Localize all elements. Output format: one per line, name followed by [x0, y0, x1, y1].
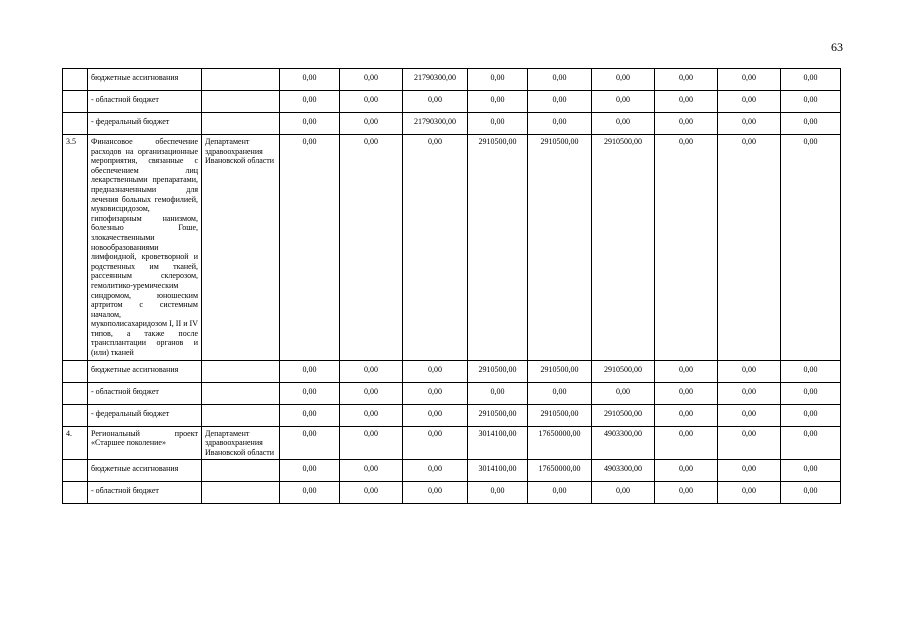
executor-cell: [202, 91, 280, 113]
value-cell: 0,00: [403, 135, 468, 361]
value-cell: 0,00: [592, 113, 655, 135]
value-cell: 0,00: [781, 382, 841, 404]
value-cell: 0,00: [781, 360, 841, 382]
row-number-cell: 3.5: [63, 135, 88, 361]
value-cell: 0,00: [340, 482, 403, 504]
executor-cell: [202, 113, 280, 135]
value-cell: 0,00: [340, 69, 403, 91]
value-cell: 0,00: [655, 460, 718, 482]
value-cell: 0,00: [718, 113, 781, 135]
value-cell: 0,00: [655, 404, 718, 426]
value-cell: 0,00: [468, 113, 528, 135]
value-cell: 0,00: [592, 69, 655, 91]
row-number-cell: [63, 69, 88, 91]
value-cell: 0,00: [403, 360, 468, 382]
value-cell: 0,00: [592, 382, 655, 404]
table-row: [63, 482, 841, 504]
value-cell: 0,00: [280, 404, 340, 426]
value-cell: 2910500,00: [468, 135, 528, 361]
row-name-cell: бюджетные ассигнования: [88, 460, 202, 482]
row-name-cell: - областной бюджет: [88, 382, 202, 404]
value-cell: 0,00: [655, 113, 718, 135]
value-cell: 0,00: [592, 91, 655, 113]
executor-cell: [202, 360, 280, 382]
value-cell: 0,00: [655, 135, 718, 361]
value-cell: 2910500,00: [468, 404, 528, 426]
value-cell: 2910500,00: [592, 404, 655, 426]
value-cell: 0,00: [718, 360, 781, 382]
executor-cell: Департамент здравоохранения Ивановской области: [202, 135, 280, 361]
row-name-cell: - федеральный бюджет: [88, 113, 202, 135]
table-row: [63, 382, 841, 404]
value-cell: 0,00: [403, 426, 468, 460]
value-cell: 0,00: [468, 69, 528, 91]
value-cell: 0,00: [403, 91, 468, 113]
value-cell: 0,00: [781, 482, 841, 504]
row-number-cell: [63, 460, 88, 482]
row-number-cell: [63, 404, 88, 426]
value-cell: 4903300,00: [592, 460, 655, 482]
row-number-cell: [63, 113, 88, 135]
value-cell: 0,00: [403, 382, 468, 404]
value-cell: 0,00: [340, 426, 403, 460]
value-cell: 0,00: [781, 135, 841, 361]
value-cell: 0,00: [718, 91, 781, 113]
value-cell: 0,00: [340, 91, 403, 113]
executor-cell: Департамент здравоохранения Ивановской области: [202, 426, 280, 460]
value-cell: 17650000,00: [528, 426, 592, 460]
value-cell: 0,00: [280, 360, 340, 382]
row-name-cell: - областной бюджет: [88, 91, 202, 113]
row-name-cell: Финансовое обеспечение расходов на организационные мероприятия, связанные с обеспечением лиц лекарственными препаратами, предназначенными для лечения больных гемофилией, муковисцидозом, гипофизарным нанизмом, болезнью Гоше, злокачественными новообразованиями лимфоидной, кроветворной и родственных им тканей, рассеянным склерозом, гемолитико-уремическим синдромом, юношеским артритом с системным началом, мукополисахаридозом I, II и IV типов, а также после трансплантации органов и (или) тканей: [88, 135, 202, 361]
value-cell: 0,00: [280, 460, 340, 482]
value-cell: 21790300,00: [403, 69, 468, 91]
value-cell: 0,00: [340, 135, 403, 361]
table-row: [63, 404, 841, 426]
executor-cell: [202, 404, 280, 426]
value-cell: 2910500,00: [528, 360, 592, 382]
value-cell: 0,00: [718, 382, 781, 404]
value-cell: 0,00: [280, 135, 340, 361]
budget-table: [62, 68, 841, 504]
executor-cell: [202, 382, 280, 404]
value-cell: 0,00: [655, 360, 718, 382]
value-cell: 0,00: [528, 482, 592, 504]
table-row: [63, 91, 841, 113]
value-cell: 0,00: [528, 382, 592, 404]
table-row: [63, 460, 841, 482]
row-name-cell: Региональный проект «Старшее поколение»: [88, 426, 202, 460]
value-cell: 0,00: [340, 404, 403, 426]
value-cell: 0,00: [403, 404, 468, 426]
value-cell: 0,00: [528, 69, 592, 91]
value-cell: 0,00: [718, 460, 781, 482]
value-cell: 0,00: [403, 482, 468, 504]
value-cell: 0,00: [655, 482, 718, 504]
value-cell: 2910500,00: [592, 360, 655, 382]
row-number-cell: [63, 360, 88, 382]
row-number-cell: [63, 91, 88, 113]
value-cell: 3014100,00: [468, 426, 528, 460]
row-number-cell: 4.: [63, 426, 88, 460]
executor-cell: [202, 69, 280, 91]
value-cell: 0,00: [340, 382, 403, 404]
row-name-cell: бюджетные ассигнования: [88, 360, 202, 382]
value-cell: 0,00: [280, 91, 340, 113]
row-number-cell: [63, 382, 88, 404]
table-row: [63, 113, 841, 135]
value-cell: 0,00: [468, 91, 528, 113]
value-cell: 17650000,00: [528, 460, 592, 482]
value-cell: 2910500,00: [468, 360, 528, 382]
value-cell: 0,00: [468, 482, 528, 504]
value-cell: 0,00: [280, 113, 340, 135]
executor-cell: [202, 460, 280, 482]
table-row: [63, 426, 841, 460]
value-cell: 0,00: [528, 91, 592, 113]
value-cell: 0,00: [655, 382, 718, 404]
value-cell: 0,00: [718, 69, 781, 91]
value-cell: 0,00: [781, 91, 841, 113]
table-row: [63, 69, 841, 91]
value-cell: 21790300,00: [403, 113, 468, 135]
executor-cell: [202, 482, 280, 504]
table-row: [63, 135, 841, 361]
value-cell: 3014100,00: [468, 460, 528, 482]
row-name-cell: - федеральный бюджет: [88, 404, 202, 426]
table-row: [63, 360, 841, 382]
row-number-cell: [63, 482, 88, 504]
value-cell: 0,00: [280, 69, 340, 91]
value-cell: 0,00: [781, 404, 841, 426]
value-cell: 0,00: [718, 135, 781, 361]
value-cell: 0,00: [528, 113, 592, 135]
budget-table-body: [63, 69, 841, 504]
value-cell: 0,00: [781, 113, 841, 135]
value-cell: 0,00: [280, 426, 340, 460]
value-cell: 0,00: [403, 460, 468, 482]
value-cell: 2910500,00: [528, 135, 592, 361]
value-cell: 0,00: [340, 460, 403, 482]
value-cell: 4903300,00: [592, 426, 655, 460]
value-cell: 0,00: [718, 426, 781, 460]
value-cell: 0,00: [781, 426, 841, 460]
row-name-cell: - областной бюджет: [88, 482, 202, 504]
value-cell: 0,00: [781, 69, 841, 91]
value-cell: 0,00: [592, 482, 655, 504]
value-cell: 0,00: [468, 382, 528, 404]
value-cell: 0,00: [655, 91, 718, 113]
value-cell: 0,00: [655, 426, 718, 460]
value-cell: 0,00: [655, 69, 718, 91]
value-cell: 0,00: [718, 482, 781, 504]
row-name-cell: бюджетные ассигнования: [88, 69, 202, 91]
value-cell: 0,00: [340, 360, 403, 382]
page-number: 63: [831, 40, 843, 54]
value-cell: 0,00: [718, 404, 781, 426]
value-cell: 2910500,00: [528, 404, 592, 426]
value-cell: 0,00: [280, 482, 340, 504]
value-cell: 0,00: [340, 113, 403, 135]
value-cell: 2910500,00: [592, 135, 655, 361]
value-cell: 0,00: [781, 460, 841, 482]
value-cell: 0,00: [280, 382, 340, 404]
